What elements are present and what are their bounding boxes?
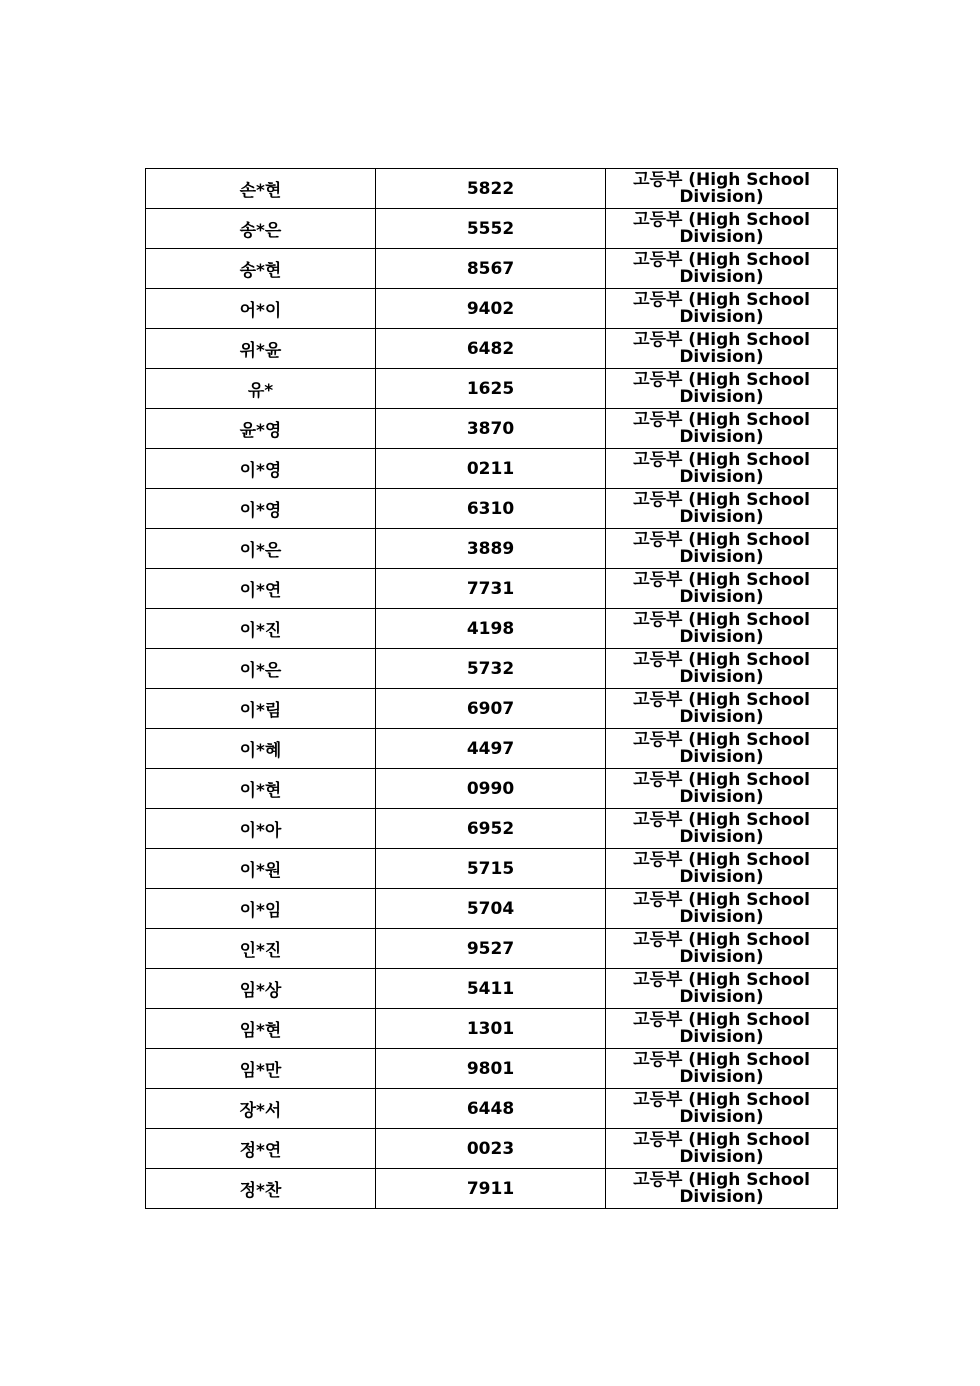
- division-cell: [606, 769, 838, 809]
- table-row: [146, 449, 838, 489]
- division-label: 고등부 (High School Division): [633, 729, 810, 767]
- participant-number-cell: 6482: [376, 329, 606, 369]
- participant-name-cell: 장*서: [146, 1089, 376, 1129]
- division-label: 고등부 (High School Division): [633, 289, 810, 327]
- participant-name-cell: 손*현: [146, 169, 376, 209]
- division-label: 고등부 (High School Division): [633, 809, 810, 847]
- division-cell: [606, 809, 838, 849]
- table-row: [146, 329, 838, 369]
- division-label: 고등부 (High School Division): [633, 529, 810, 567]
- participant-number-cell: 1625: [376, 369, 606, 409]
- division-label: 고등부 (High School Division): [633, 489, 810, 527]
- participant-name-cell: 이*영: [146, 449, 376, 489]
- participant-number-cell: 8567: [376, 249, 606, 289]
- division-label: 고등부 (High School Division): [633, 249, 810, 287]
- table-row: [146, 809, 838, 849]
- division-cell: [606, 929, 838, 969]
- table-row: [146, 609, 838, 649]
- division-label: 고등부 (High School Division): [633, 449, 810, 487]
- division-label: 고등부 (High School Division): [633, 929, 810, 967]
- division-cell: [606, 1129, 838, 1169]
- division-cell: [606, 849, 838, 889]
- division-cell: [606, 409, 838, 449]
- participant-number-cell: 0023: [376, 1129, 606, 1169]
- table-row: [146, 1169, 838, 1209]
- table-row: [146, 369, 838, 409]
- table-row: [146, 169, 838, 209]
- participant-number-cell: 5411: [376, 969, 606, 1009]
- participant-name-cell: 이*영: [146, 489, 376, 529]
- division-cell: [606, 529, 838, 569]
- participant-name-cell: 어*이: [146, 289, 376, 329]
- division-cell: [606, 1049, 838, 1089]
- division-label: 고등부 (High School Division): [633, 969, 810, 1007]
- table-row: [146, 729, 838, 769]
- division-label: 고등부 (High School Division): [633, 689, 810, 727]
- participant-number-cell: 5552: [376, 209, 606, 249]
- participant-number-cell: 3889: [376, 529, 606, 569]
- table-row: [146, 1129, 838, 1169]
- division-cell: [606, 489, 838, 529]
- division-cell: [606, 1089, 838, 1129]
- participant-number-cell: 3870: [376, 409, 606, 449]
- table-row: [146, 849, 838, 889]
- division-cell: [606, 249, 838, 289]
- participant-number-cell: 5822: [376, 169, 606, 209]
- participant-name-cell: 임*만: [146, 1049, 376, 1089]
- participant-name-cell: 임*상: [146, 969, 376, 1009]
- division-cell: [606, 969, 838, 1009]
- participant-name-cell: 이*진: [146, 609, 376, 649]
- table-row: [146, 209, 838, 249]
- participant-name-cell: 이*혜: [146, 729, 376, 769]
- table-row: [146, 1009, 838, 1049]
- participant-name-cell: 이*아: [146, 809, 376, 849]
- participant-name-cell: 이*은: [146, 529, 376, 569]
- division-cell: [606, 449, 838, 489]
- participant-number-cell: 6448: [376, 1089, 606, 1129]
- participant-number-cell: 5732: [376, 649, 606, 689]
- participant-name-cell: 이*원: [146, 849, 376, 889]
- participant-name-cell: 이*현: [146, 769, 376, 809]
- table-row: [146, 649, 838, 689]
- division-label: 고등부 (High School Division): [633, 1169, 810, 1207]
- participant-number-cell: 1301: [376, 1009, 606, 1049]
- participant-number-cell: 6907: [376, 689, 606, 729]
- division-label: 고등부 (High School Division): [633, 369, 810, 407]
- table-row: [146, 489, 838, 529]
- division-label: 고등부 (High School Division): [633, 849, 810, 887]
- participant-name-cell: 정*찬: [146, 1169, 376, 1209]
- table-row: [146, 769, 838, 809]
- participant-number-cell: 0990: [376, 769, 606, 809]
- table-row: [146, 529, 838, 569]
- division-cell: [606, 369, 838, 409]
- division-cell: [606, 289, 838, 329]
- division-label: 고등부 (High School Division): [633, 169, 810, 207]
- division-cell: [606, 889, 838, 929]
- division-label: 고등부 (High School Division): [633, 769, 810, 807]
- participant-name-cell: 이*은: [146, 649, 376, 689]
- participant-number-cell: 5715: [376, 849, 606, 889]
- participant-number-cell: 7911: [376, 1169, 606, 1209]
- participant-name-cell: 송*은: [146, 209, 376, 249]
- division-label: 고등부 (High School Division): [633, 329, 810, 367]
- table-row: [146, 409, 838, 449]
- division-cell: [606, 609, 838, 649]
- participant-name-cell: 정*연: [146, 1129, 376, 1169]
- participant-number-cell: 9801: [376, 1049, 606, 1089]
- division-label: 고등부 (High School Division): [633, 649, 810, 687]
- division-label: 고등부 (High School Division): [633, 569, 810, 607]
- division-cell: [606, 1009, 838, 1049]
- division-label: 고등부 (High School Division): [633, 209, 810, 247]
- participant-number-cell: 7731: [376, 569, 606, 609]
- participant-number-cell: 6952: [376, 809, 606, 849]
- division-cell: [606, 169, 838, 209]
- participant-number-cell: 9402: [376, 289, 606, 329]
- table-row: [146, 969, 838, 1009]
- participant-number-cell: 4198: [376, 609, 606, 649]
- division-label: 고등부 (High School Division): [633, 1129, 810, 1167]
- participant-name-cell: 이*임: [146, 889, 376, 929]
- division-label: 고등부 (High School Division): [633, 1049, 810, 1087]
- table-row: [146, 689, 838, 729]
- participant-table-body: [146, 169, 838, 1209]
- table-row: [146, 289, 838, 329]
- division-label: 고등부 (High School Division): [633, 1009, 810, 1047]
- division-label: 고등부 (High School Division): [633, 1089, 810, 1127]
- division-cell: [606, 329, 838, 369]
- participant-name-cell: 유*: [146, 369, 376, 409]
- participant-name-cell: 이*연: [146, 569, 376, 609]
- division-cell: [606, 1169, 838, 1209]
- table-row: [146, 929, 838, 969]
- participant-name-cell: 임*현: [146, 1009, 376, 1049]
- division-cell: [606, 209, 838, 249]
- participant-number-cell: 4497: [376, 729, 606, 769]
- participant-number-cell: 6310: [376, 489, 606, 529]
- division-cell: [606, 649, 838, 689]
- participant-number-cell: 9527: [376, 929, 606, 969]
- participant-number-cell: 0211: [376, 449, 606, 489]
- participant-name-cell: 인*진: [146, 929, 376, 969]
- participant-name-cell: 윤*영: [146, 409, 376, 449]
- participant-table: [145, 168, 838, 1209]
- division-cell: [606, 689, 838, 729]
- division-cell: [606, 729, 838, 769]
- division-cell: [606, 569, 838, 609]
- table-row: [146, 569, 838, 609]
- participant-name-cell: 위*윤: [146, 329, 376, 369]
- table-row: [146, 889, 838, 929]
- participant-name-cell: 이*림: [146, 689, 376, 729]
- table-row: [146, 1089, 838, 1129]
- division-label: 고등부 (High School Division): [633, 409, 810, 447]
- participant-name-cell: 송*현: [146, 249, 376, 289]
- division-label: 고등부 (High School Division): [633, 609, 810, 647]
- table-row: [146, 249, 838, 289]
- table-row: [146, 1049, 838, 1089]
- division-label: 고등부 (High School Division): [633, 889, 810, 927]
- participant-number-cell: 5704: [376, 889, 606, 929]
